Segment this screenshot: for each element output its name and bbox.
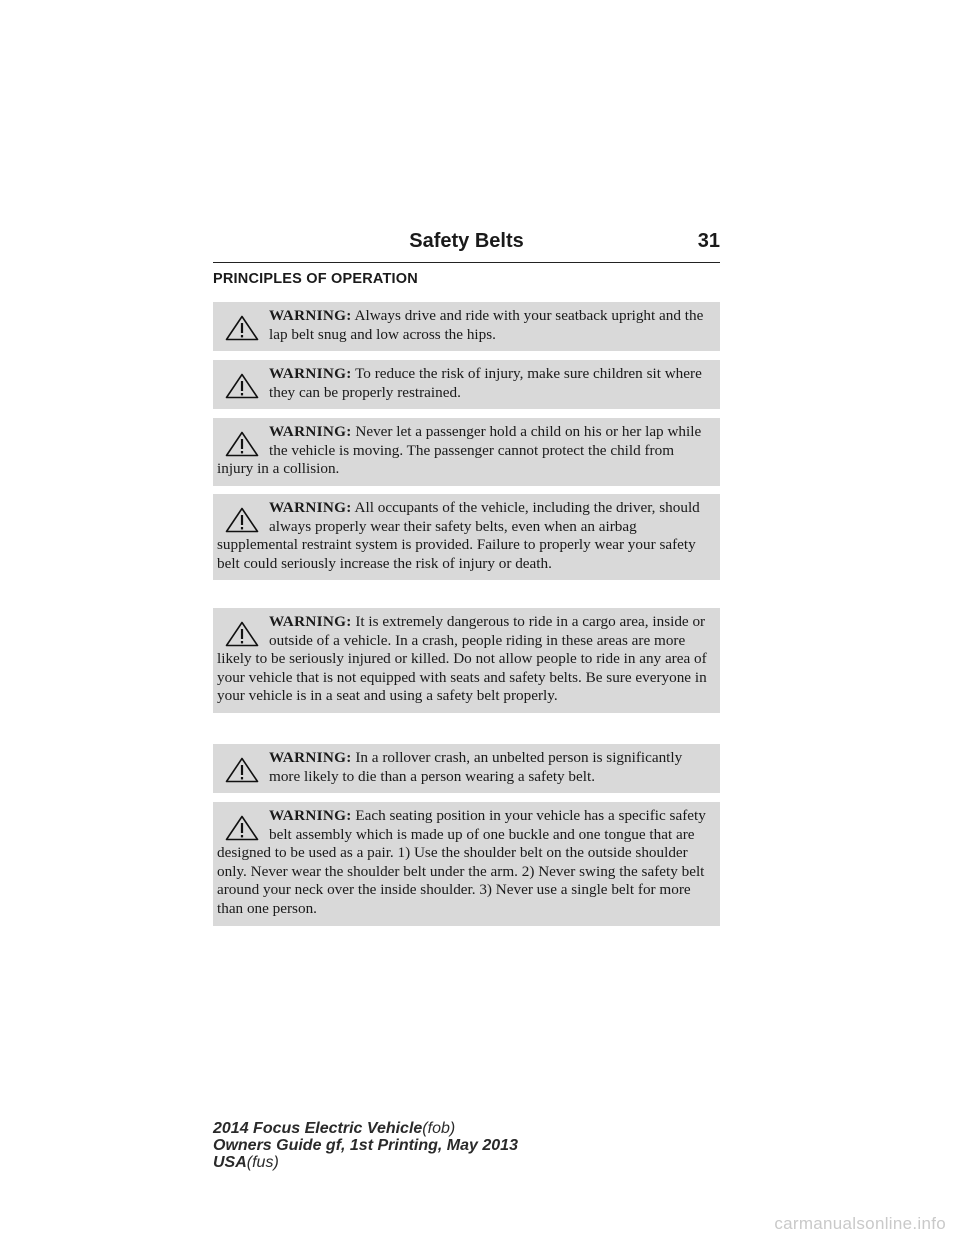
warning-label: WARNING: [269,749,352,766]
warning-label: WARNING: [269,499,352,516]
footer-line-market [213,1154,518,1171]
watermark: carmanualsonline.info [774,1214,946,1233]
footer-market-code: (fus) [246,1154,279,1171]
warning-label: WARNING: [269,365,352,382]
section-heading: PRINCIPLES OF OPERATION [213,271,418,287]
warning-label: WARNING: [269,423,352,440]
warning-box [213,802,720,926]
warning-text: To reduce the risk of injury, make sure children sit where they can be properly restrained. [269,365,702,401]
warning-text: All occupants of the vehicle, including the driver, should always properly wear their safety belts, even when an airbag supplemental restraint system is provided. Failure to properly wear your safety belt could seriously increase the risk of injury or death. [217,499,700,572]
warning-triangle-icon [225,431,259,457]
warning-triangle-icon [225,815,259,841]
warning-triangle-icon [225,621,259,647]
page-number: 31 [697,230,720,252]
footer-edition: Owners Guide gf, 1st Printing, May 2013 [213,1137,518,1154]
warning-box [213,744,720,793]
warning-box [213,608,720,713]
footer-line-model [213,1120,518,1137]
warning-text: It is extremely dangerous to ride in a cargo area, inside or outside of a vehicle. In a crash, people riding in these areas are more likely to be seriously injured or killed. Do not allow people to ride in any area of your vehicle that is not equipped with seats and safety belts. Be sure everyone in your vehicle is in a seat and using a safety belt properly. [217,613,707,705]
warning-label: WARNING: [269,807,352,824]
warning-text: Each seating position in your vehicle has a specific safety belt assembly which is made up of one buckle and one tongue that are designed to be used as a pair. 1) Use the shoulder belt on the outside shoulder only. Never wear the shoulder belt under the arm. 2) Never swing the safety belt around your neck over the inside shoulder. 3) Never use a single belt for more than one person. [217,807,706,917]
warning-box [213,494,720,580]
warning-text: Always drive and ride with your seatback upright and the lap belt snug and low across the hips. [269,307,704,343]
footer-line-edition [213,1137,518,1154]
warning-box [213,360,720,409]
page-header [213,226,720,263]
warning-box [213,302,720,351]
warning-box [213,418,720,486]
warning-text: In a rollover crash, an unbelted person is significantly more likely to die than a person wearing a safety belt. [269,749,683,785]
warning-label: WARNING: [269,307,352,324]
chapter-title: Safety Belts [409,230,524,252]
warning-label: WARNING: [269,613,352,630]
document-footer [213,1120,518,1171]
footer-market: USA [213,1154,247,1171]
footer-model-code: (fob) [422,1120,456,1137]
warning-triangle-icon [225,315,259,341]
warning-text: Never let a passenger hold a child on his or her lap while the vehicle is moving. The passenger cannot protect the child from injury in a collision. [217,423,702,478]
warning-triangle-icon [225,757,259,783]
warning-triangle-icon [225,373,259,399]
footer-model: 2014 Focus Electric Vehicle [213,1120,423,1137]
warning-triangle-icon [225,507,259,533]
